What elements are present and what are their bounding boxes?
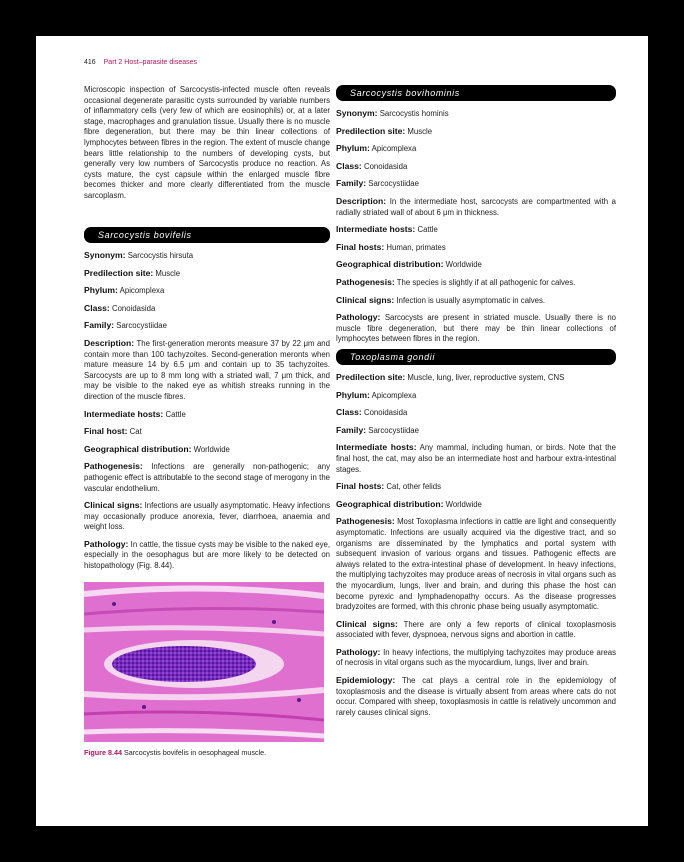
- entry-label: Pathology:: [336, 312, 381, 323]
- page: [36, 36, 648, 826]
- entry-label: Pathology:: [336, 646, 381, 657]
- entry-text: The species is slightly if at all pathogenic for calves.: [396, 277, 576, 287]
- entry-text: Muscle, lung, liver, reproductive system, CNS: [407, 373, 565, 382]
- entry-predilection-site: [336, 372, 616, 384]
- entry-text: Infection is usually asymptomatic in calves.: [396, 295, 546, 305]
- entry-label: Clinical signs:: [336, 294, 395, 305]
- right-column-toxoplasma: [336, 349, 616, 724]
- entry-geographical-distribution: [336, 259, 616, 271]
- entry-pathology: [336, 312, 616, 345]
- entry-pathogenesis: [336, 277, 616, 289]
- entry-family: [336, 425, 616, 437]
- entry-label: Intermediate hosts:: [84, 408, 164, 419]
- entry-label: Final host:: [84, 426, 128, 437]
- species-heading-toxoplasma: Toxoplasma gondii: [336, 349, 616, 365]
- entry-synonym: [84, 250, 330, 262]
- entry-family: [336, 178, 616, 190]
- bovifelis-entries: [84, 250, 330, 572]
- entry-label: Description:: [84, 337, 135, 348]
- entry-text: Sarcocystiidae: [368, 425, 419, 435]
- entry-text: Sarcocystis hirsuta: [127, 251, 194, 260]
- entry-class: [336, 407, 616, 419]
- entry-geographical-distribution: [84, 444, 330, 456]
- figure-number: Figure 8.44: [84, 748, 122, 757]
- entry-text: Sarcocysts are present in striated muscle. Usually there is no muscle fibre degeneration, but there may be thin linear collections of lymphocytes between fibres in the region.: [336, 313, 616, 344]
- right-column-bovihominis: [336, 85, 616, 351]
- entry-label: Class:: [336, 160, 362, 171]
- entry-phylum: [84, 285, 330, 297]
- entry-text: Apicomplexa: [371, 144, 417, 154]
- figure-caption-text: Sarcocystis bovifelis in oesophageal muscle.: [123, 748, 267, 757]
- entry-pathogenesis: [84, 461, 330, 494]
- entry-text: Cattle: [417, 225, 438, 235]
- micrograph-figure: [84, 582, 324, 742]
- entry-text: Muscle: [155, 268, 181, 278]
- entry-text: Worldwide: [445, 260, 482, 270]
- entry-text: Worldwide: [445, 499, 482, 509]
- entry-text: Infections are usually asymptomatic. Heavy infections may occasionally produce anorexia, fever, diarrhoea, anaemia and weight loss.: [84, 501, 331, 532]
- entry-phylum: [336, 390, 616, 402]
- left-column: [84, 85, 330, 208]
- entry-text: The cat plays a central role in the epidemiology of toxoplasmosis and the disease is virtually absent from areas where cats do not occur. Compared with sheep, toxoplasmosis in cattle is relatively uncommon and rarely causes clinical signs.: [336, 676, 616, 717]
- entry-family: [84, 320, 330, 332]
- entry-text: Any mammal, including human, or birds. Note that the final host, the cat, may also be an intermediate host and harbour extra-intestinal stages.: [336, 443, 616, 474]
- entry-text: Sarcocystiidae: [116, 321, 167, 331]
- entry-text: Muscle: [407, 126, 433, 136]
- entry-label: Clinical signs:: [336, 618, 398, 629]
- entry-label: Intermediate hosts:: [336, 442, 417, 453]
- entry-text: Apicomplexa: [371, 390, 417, 400]
- entry-text: Apicomplexa: [119, 286, 165, 296]
- entry-label: Family:: [336, 424, 367, 435]
- left-column-species: [84, 227, 330, 578]
- entry-intermediate-hosts: [336, 224, 616, 236]
- entry-text: Sarcocystis hominis: [379, 109, 449, 118]
- entry-intermediate-hosts: [336, 442, 616, 475]
- entry-label: Phylum:: [84, 285, 118, 296]
- entry-label: Geographical distribution:: [336, 498, 444, 509]
- entry-clinical-signs: [336, 295, 616, 307]
- entry-label: Predilection site:: [84, 267, 154, 278]
- toxoplasma-entries: [336, 372, 616, 718]
- entry-label: Final hosts:: [336, 481, 385, 492]
- entry-pathogenesis: [336, 516, 616, 612]
- bovihominis-entries: [336, 108, 616, 345]
- entry-text: Infections are generally non-pathogenic; any pathogenic effect is attributable to the second stage of merogony in the vascular endothelium.: [84, 462, 330, 493]
- entry-text: There are only a few reports of clinical toxoplasmosis associated with fever, dyspnoea, nervous signs and abortion in cattle.: [336, 619, 616, 640]
- entry-text: In cattle, the tissue cysts may be visible to the naked eye, especially in the oesophagus but are more likely to be detected on histopathology (Fig. 8.44).: [84, 539, 330, 571]
- entry-label: Pathogenesis:: [84, 461, 143, 472]
- entry-final-hosts: [336, 242, 616, 254]
- running-title: Part 2 Host–parasite diseases: [103, 59, 198, 66]
- entry-label: Family:: [336, 178, 367, 189]
- entry-label: Synonym:: [84, 250, 126, 260]
- entry-predilection-site: [336, 126, 616, 138]
- entry-description: [336, 196, 616, 218]
- figure-caption: [84, 748, 266, 757]
- entry-label: Predilection site:: [336, 125, 406, 136]
- entry-label: Geographical distribution:: [84, 443, 192, 454]
- entry-text: Human, primates: [386, 242, 446, 252]
- micrograph-image: [84, 582, 324, 742]
- entry-epidemiology: [336, 675, 616, 718]
- entry-label: Description:: [336, 195, 387, 206]
- species-heading-bovihominis: Sarcocystis bovihominis: [336, 85, 616, 101]
- entry-label: Phylum:: [336, 143, 370, 154]
- entry-label: Intermediate hosts:: [336, 224, 416, 235]
- entry-label: Final hosts:: [336, 241, 385, 252]
- entry-text: Worldwide: [193, 444, 230, 454]
- entry-clinical-signs: [336, 619, 616, 641]
- entry-label: Class:: [336, 407, 362, 418]
- entry-label: Synonym:: [336, 108, 378, 118]
- entry-class: [84, 303, 330, 315]
- entry-pathology: [336, 647, 616, 669]
- entry-text: In the intermediate host, sarcocysts are compartmented with a radially striated wall of about 6 μm in thickness.: [336, 196, 617, 217]
- entry-final-host: [84, 426, 330, 438]
- entry-text: Most Toxoplasma infections in cattle are light and consequently asymptomatic. Infections are usually acquired via the digestive tract, and so organisms are disseminated by the lymphatics and portal system with subsequent invasion of various organs and tissues. Pathogenic effects are always related to the extra-intestinal phase of development. In heavy infections, the multiplying tachyzoites may produce areas of necrosis in vital organs such as the myocardium, lungs, liver and brain, and during this phase the host can become pyrexic and lymphadenopathy occurs. As the disease progresses bradyzoites are formed, with this chronic phase being usually asymptomatic.: [336, 517, 616, 612]
- entry-synonym: [336, 108, 616, 120]
- entry-text: The first-generation meronts measure 37 by 22 μm and contain more than 100 tachyzoites. Second-generation meronts when mature measure 14 by 6.5 μm and contain up to 35 tachyzoites. Sarcocysts are up to 8 mm long with a striated wall, 7 μm thick, and may be visible to the naked eye as whitish streaks running in the direction of the muscle fibres.: [84, 338, 330, 401]
- entry-label: Family:: [84, 320, 115, 331]
- entry-label: Phylum:: [336, 389, 370, 400]
- entry-label: Epidemiology:: [336, 675, 396, 686]
- entry-text: Sarcocystiidae: [368, 179, 419, 189]
- entry-text: Cattle: [165, 409, 186, 419]
- page-number: 416: [84, 59, 96, 66]
- sarcocyst-cyst: [112, 646, 256, 682]
- entry-label: Class:: [84, 302, 110, 313]
- entry-geographical-distribution: [336, 499, 616, 511]
- entry-label: Pathogenesis:: [336, 276, 395, 287]
- entry-intermediate-hosts: [84, 409, 330, 421]
- entry-clinical-signs: [84, 500, 330, 533]
- entry-pathology: [84, 539, 330, 572]
- entry-label: Pathogenesis:: [336, 516, 395, 527]
- running-header: [84, 59, 197, 66]
- entry-phylum: [336, 143, 616, 155]
- entry-text: Cat, other felids: [386, 482, 442, 492]
- entry-text: In heavy infections, the multiplying tachyzoites may produce areas of necrosis in vital organs such as the myocardium, lungs, liver and brain.: [336, 647, 617, 668]
- entry-label: Predilection site:: [336, 372, 406, 382]
- entry-text: Conoidasida: [363, 161, 408, 171]
- entry-text: Conoidasida: [363, 408, 408, 418]
- entry-predilection-site: [84, 268, 330, 280]
- entry-text: Cat: [129, 427, 142, 437]
- entry-class: [336, 161, 616, 173]
- entry-label: Pathology:: [84, 538, 129, 549]
- intro-paragraph: Microscopic inspection of Sarcocystis-infected muscle often reveals occasional degenerate parasitic cysts surrounded by variable numbers of inflammatory cells (very few of which are eosinophils) or, at a later stage, macrophages and granulation tissue. Usually there is no muscle fibre degeneration, but there may be thin linear collections of lymphocytes between fibres in the region. The extent of muscle change bears little relationship to the numbers of developing cysts, but generally very low numbers of Sarcocystis produce no reaction. As cysts mature, the cyst capsule within the enlarged muscle fibre becomes thicker and more clearly differentiated from the muscle sarcoplasm.: [84, 85, 330, 200]
- entry-final-hosts: [336, 481, 616, 493]
- entry-text: Conoidasida: [111, 303, 156, 313]
- entry-label: Clinical signs:: [84, 500, 143, 511]
- entry-label: Geographical distribution:: [336, 259, 444, 270]
- species-heading-bovifelis: Sarcocystis bovifelis: [84, 227, 330, 243]
- entry-description: [84, 338, 330, 403]
